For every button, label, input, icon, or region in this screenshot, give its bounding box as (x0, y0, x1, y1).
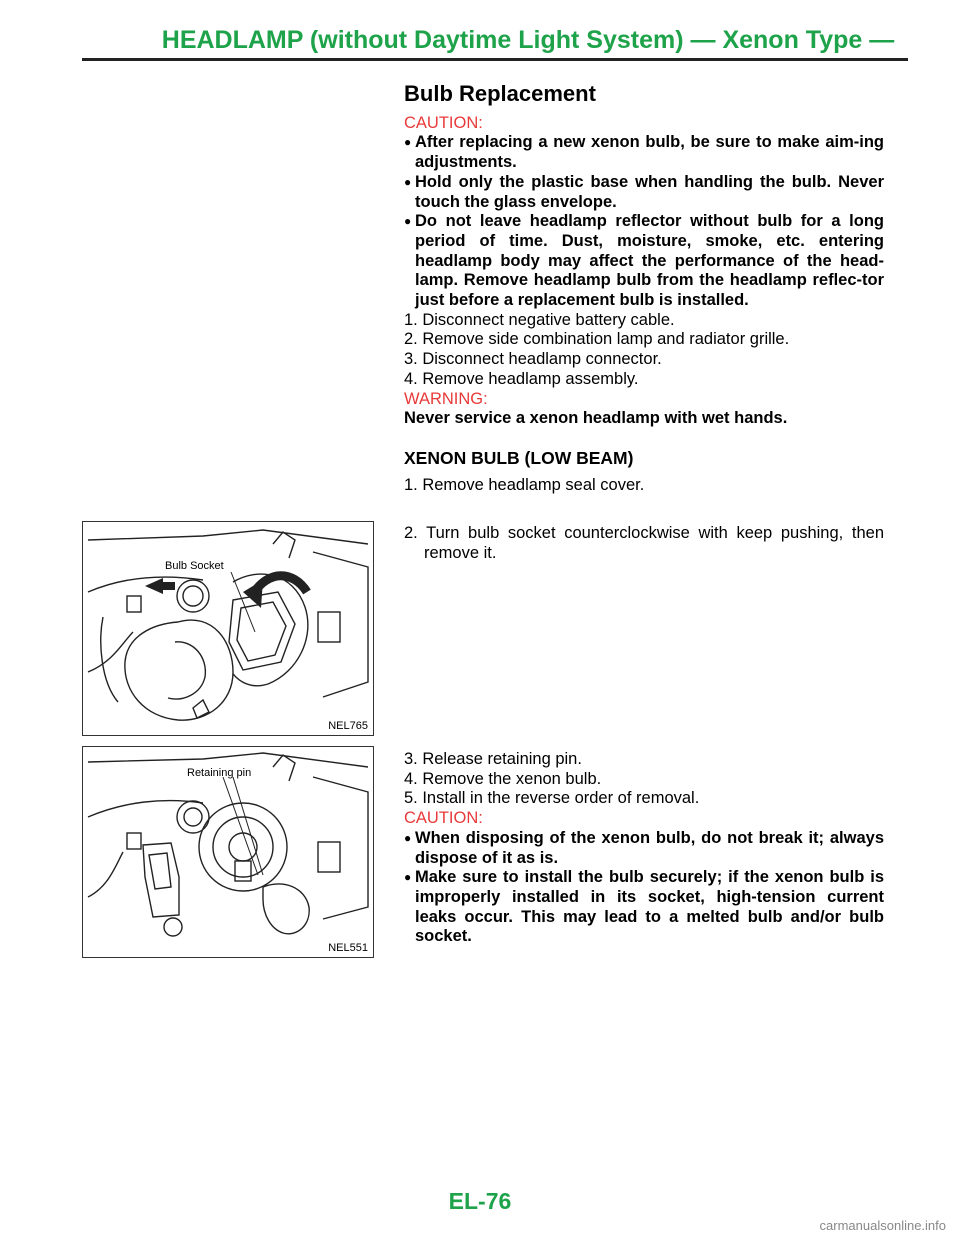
install-section (404, 750, 884, 947)
warning-label: WARNING: (404, 389, 488, 408)
page-number: EL-76 (448, 1188, 512, 1214)
procedure-step: 2. Remove side combination lamp and radiator grille. (404, 330, 790, 349)
figure-code: NEL551 (328, 942, 368, 954)
caution-label: CAUTION: (404, 809, 483, 828)
bullet-icon: ● (404, 870, 412, 885)
figure-callout: Bulb Socket (165, 560, 224, 572)
bullet-icon: ● (404, 174, 412, 189)
caution-item: ● Hold only the plastic base when handling the bulb. Never touch the glass envelope. (404, 172, 884, 211)
page-header-title: HEADLAMP (without Daytime Light System) — Xenon Type — (161, 26, 895, 54)
bullet-icon: ● (404, 830, 412, 845)
caution-item: ● When disposing of the xenon bulb, do not break it; always dispose of it as is. (404, 828, 884, 867)
procedure-step: 3. Disconnect headlamp connector. (404, 350, 662, 369)
subsection-title: XENON BULB (LOW BEAM) (404, 447, 634, 468)
procedure-step: 3. Release retaining pin. (404, 750, 582, 768)
figure-bulb-socket (82, 521, 374, 736)
warning-text: Never service a xenon headlamp with wet hands. (404, 409, 788, 428)
section-title: Bulb Replacement (404, 81, 596, 106)
figure-retaining-pin (82, 746, 374, 958)
caution-item: ● Do not leave headlamp reflector without bulb for a long period of time. Dust, moisture, smoke, etc. entering headlamp body may affect the performance of the head-lamp. Remove headlamp bulb from the headlamp reflec-tor just before a replacement bulb is installed. (404, 212, 884, 310)
headlamp-socket-illustration (83, 522, 373, 735)
caution-item: ● After replacing a new xenon bulb, be sure to make aim-ing adjustments. (404, 133, 884, 172)
bulb-replacement-section (404, 81, 884, 495)
header-rule (82, 58, 908, 61)
caution-label: CAUTION: (404, 113, 483, 132)
procedure-step: 4. Remove the xenon bulb. (404, 769, 602, 788)
figure-callout: Retaining pin (187, 767, 252, 779)
procedure-step: 1. Remove headlamp seal cover. (404, 475, 645, 494)
watermark: carmanualsonline.info (819, 1218, 946, 1233)
step2-block (404, 524, 884, 563)
procedure-step: 1. Disconnect negative battery cable. (404, 310, 675, 329)
figure-code: NEL765 (328, 720, 368, 732)
procedure-step: 5. Install in the reverse order of removal. (404, 789, 700, 808)
procedure-step: 4. Remove headlamp assembly. (404, 369, 639, 388)
bullet-icon: ● (404, 214, 412, 229)
procedure-step: 2. Turn bulb socket counterclockwise with keep pushing, then remove it. (404, 524, 884, 562)
bullet-icon: ● (404, 135, 412, 150)
caution-item: ● Make sure to install the bulb securely; if the xenon bulb is improperly installed in its socket, high-tension current leaks occur. This may lead to a melted bulb and/or bulb socket. (404, 868, 884, 946)
